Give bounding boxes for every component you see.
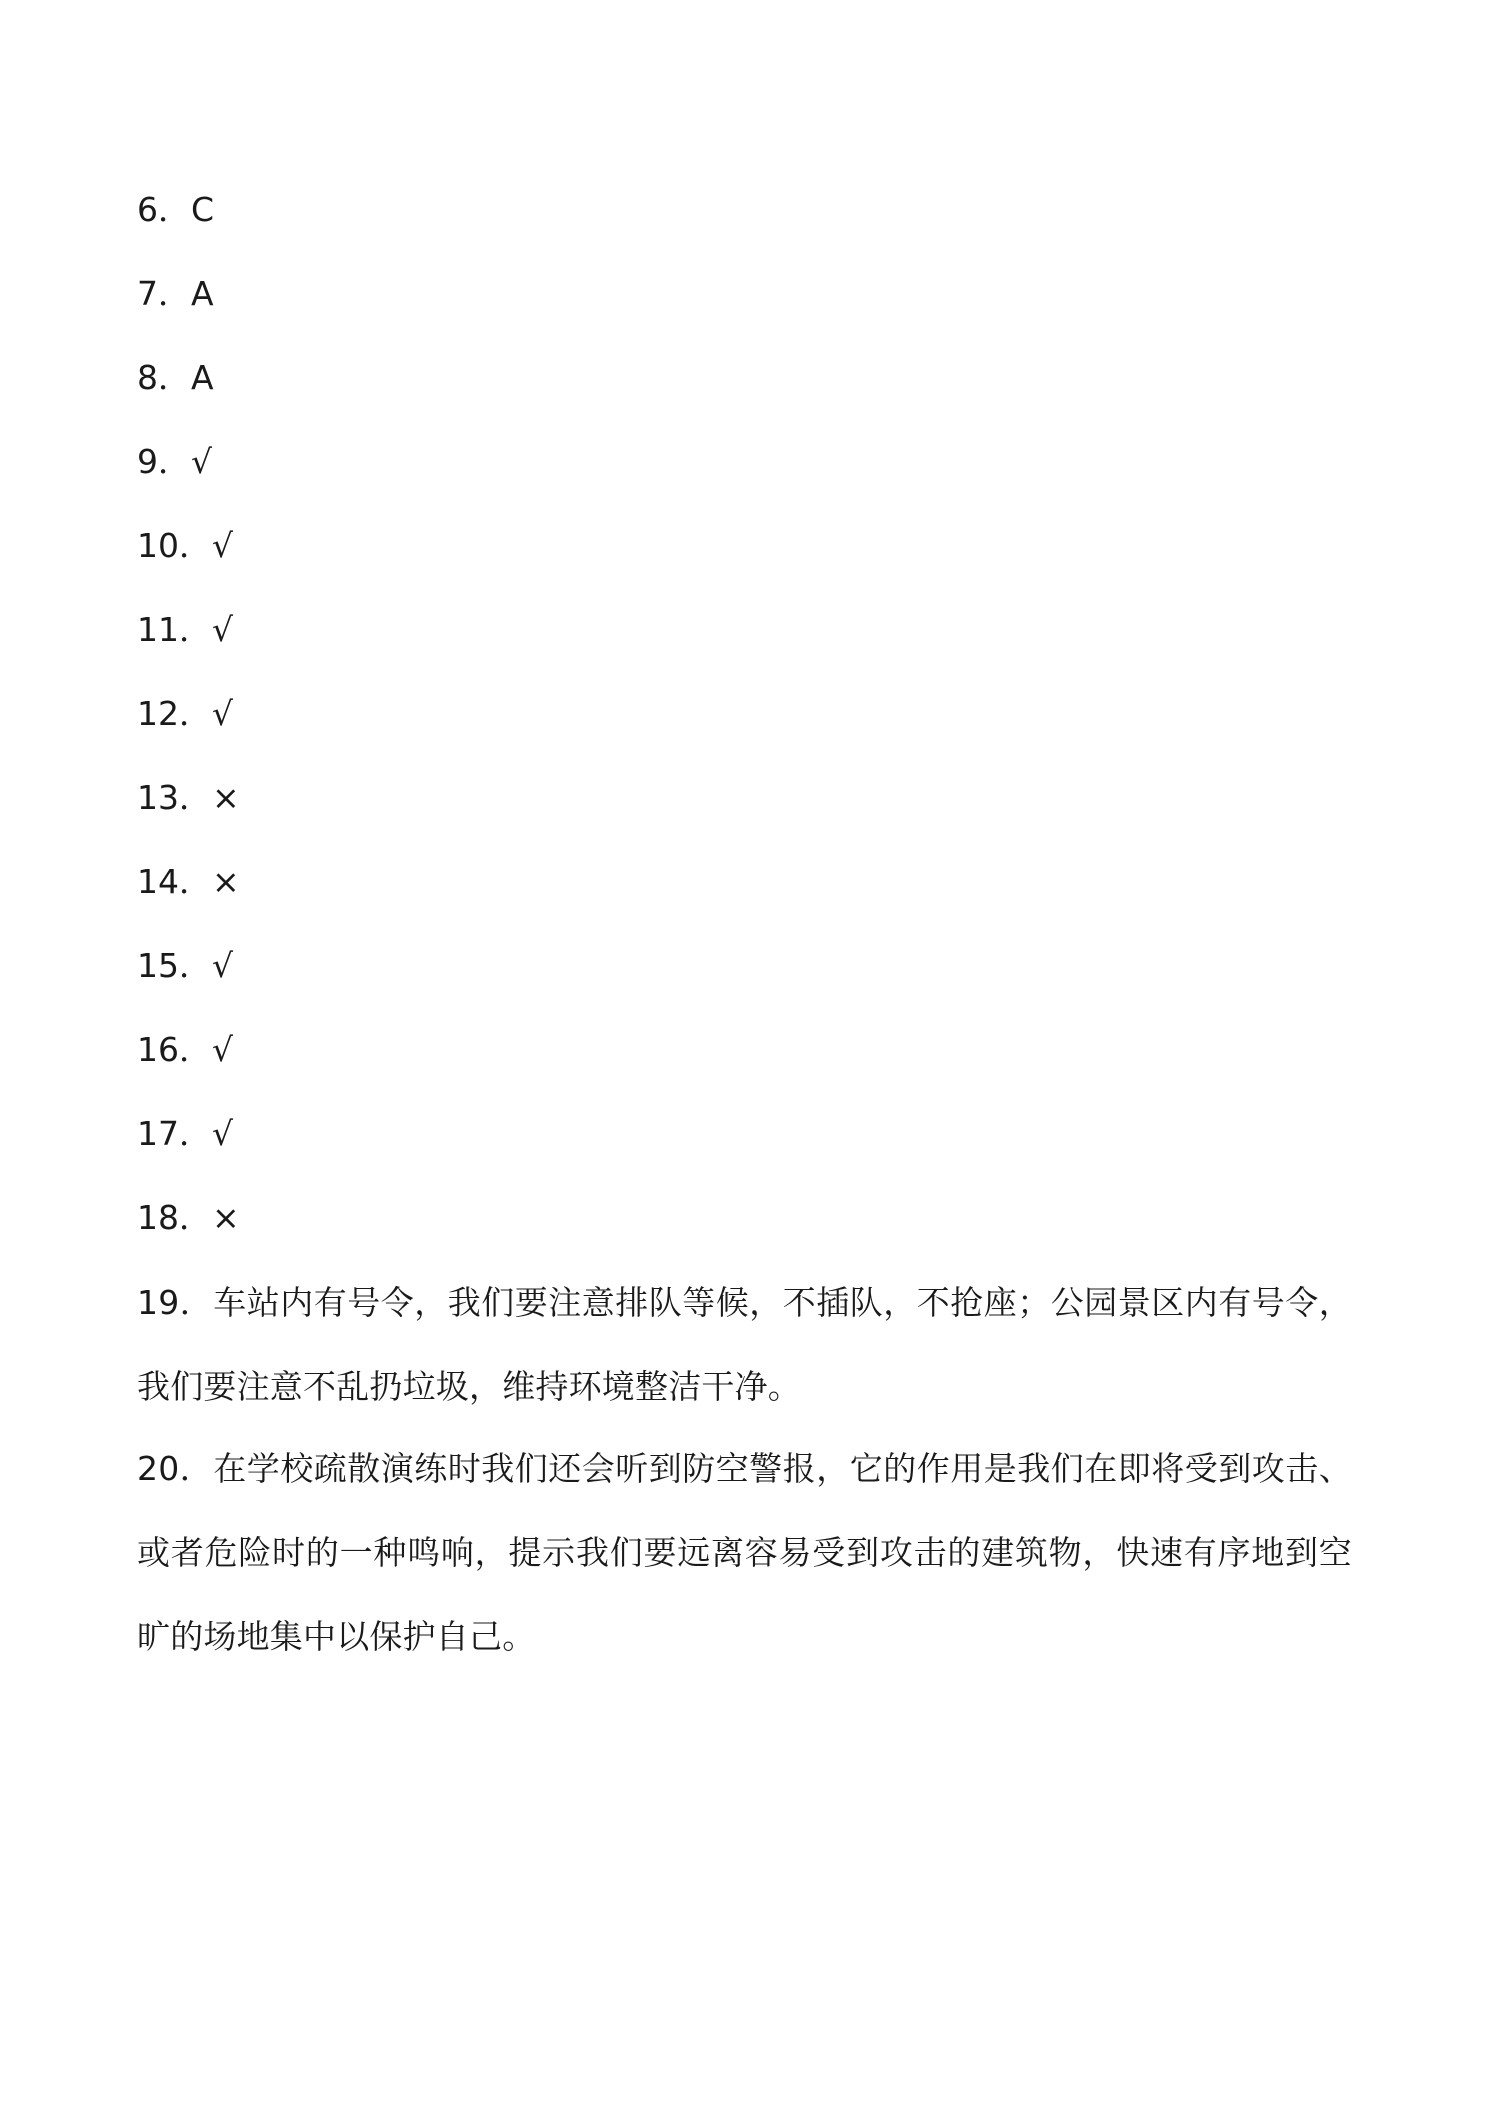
answer-6: 6．C: [137, 190, 215, 229]
answer-10: 10．√: [137, 526, 234, 565]
answer-18: 18．×: [137, 1198, 240, 1237]
answer-19-paragraph: 19．车站内有号令，我们要注意排队等候，不插队，不抢座；公园景区内有号令，我们要注意不乱扔垃圾，维持环境整洁干净。: [137, 1283, 1352, 1406]
answer-17: 17．√: [137, 1114, 234, 1153]
answer-11: 11．√: [137, 610, 234, 649]
answer-20-paragraph: 20．在学校疏散演练时我们还会听到防空警报，它的作用是我们在即将受到攻击、或者危险时的一种鸣响，提示我们要远离容易受到攻击的建筑物，快速有序地到空旷的场地集中以保护自己。: [137, 1449, 1352, 1656]
answer-13: 13．×: [137, 778, 240, 817]
answer-7: 7．A: [137, 274, 214, 313]
answer-8: 8．A: [137, 358, 214, 397]
answer-15: 15．√: [137, 946, 234, 985]
answer-14: 14．×: [137, 862, 240, 901]
answer-16: 16．√: [137, 1030, 234, 1069]
answer-12: 12．√: [137, 694, 234, 733]
answer-9: 9．√: [137, 442, 213, 481]
